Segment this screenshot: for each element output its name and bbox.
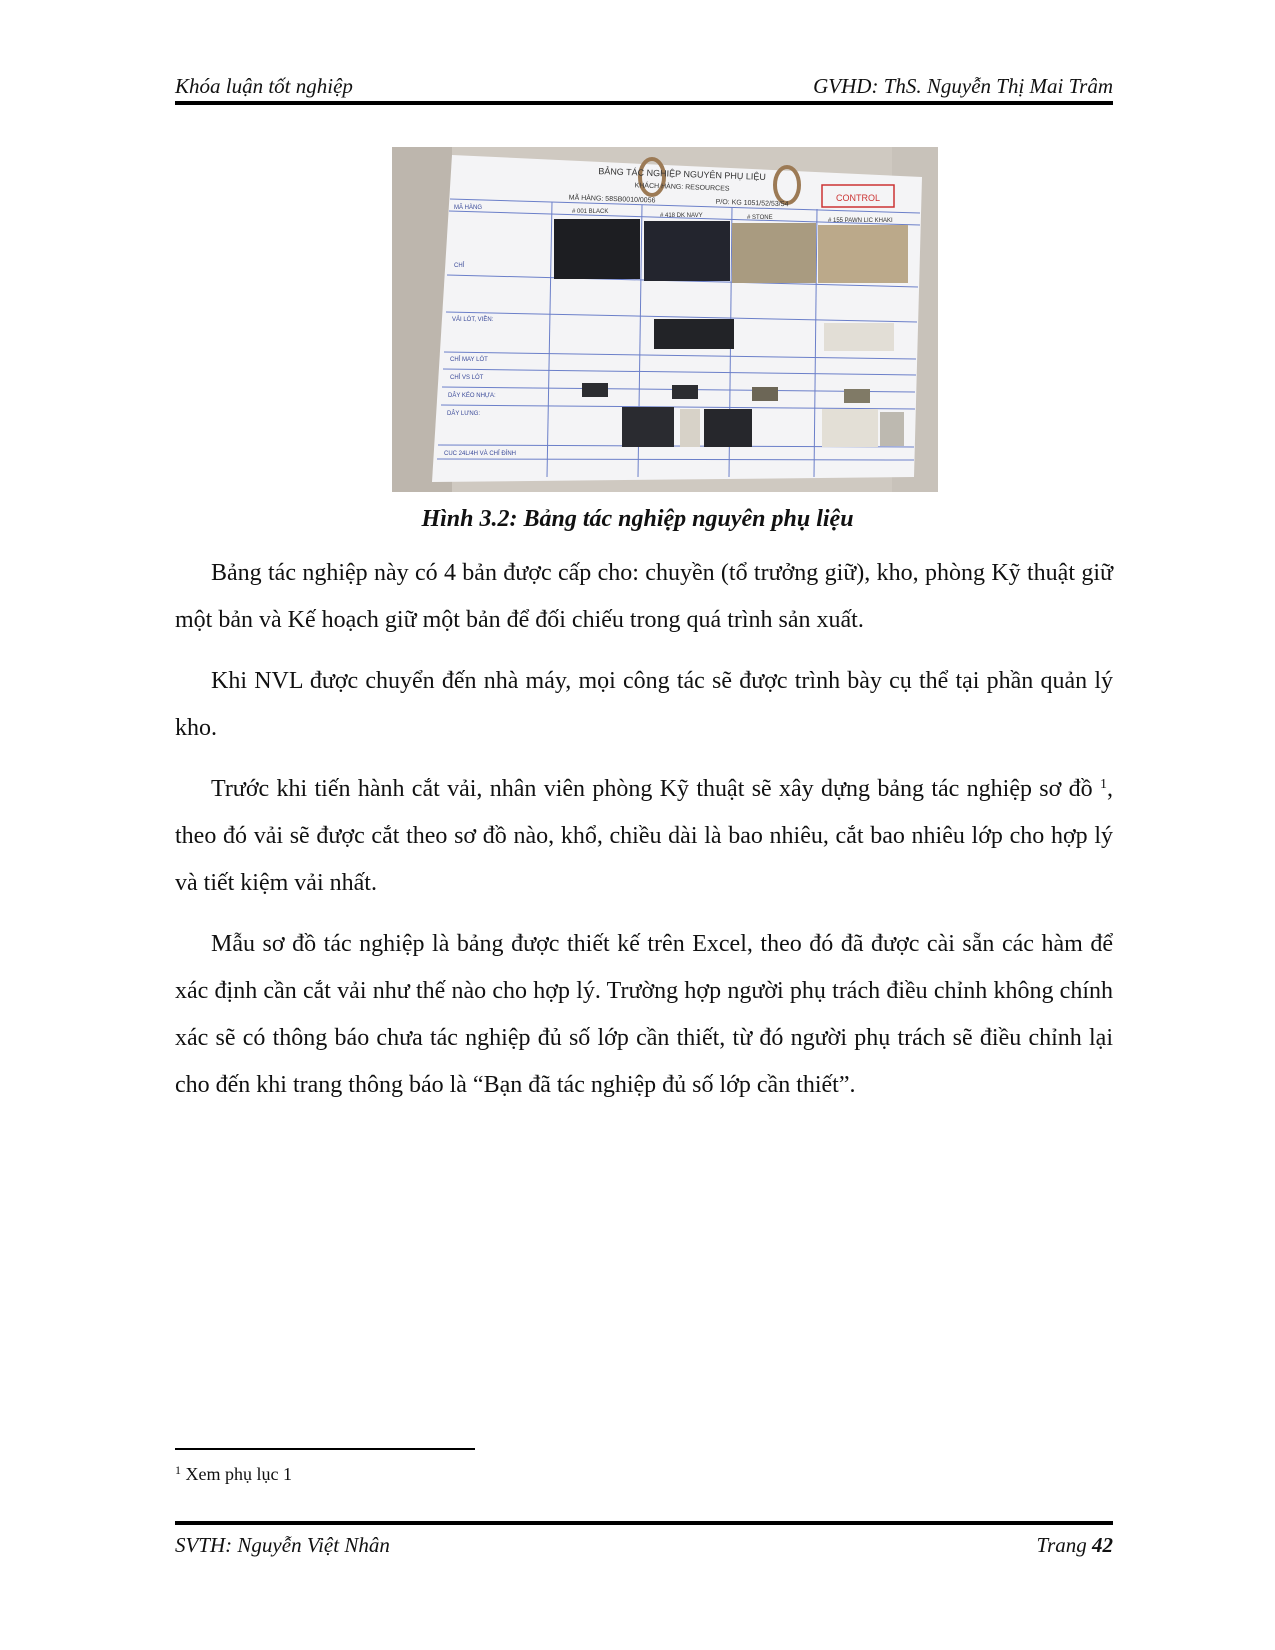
photo-row-label-5: DÂY KÉO NHỰA: [448, 393, 496, 399]
footnote [175, 1464, 292, 1485]
material-board-photo [392, 147, 938, 492]
swatch-stone [732, 223, 816, 283]
photo-row-label-7: CUC 24L/4H VÀ CHỈ ĐÍNH [444, 451, 517, 457]
page-footer [175, 1533, 1113, 1563]
swatch-khaki [818, 225, 908, 283]
page-label: Trang [1036, 1533, 1087, 1557]
footer-rule [175, 1521, 1113, 1525]
photo-row-label-3: CHỈ MAY LÓT [450, 357, 488, 363]
figure-caption: Hình 3.2: Bảng tác nghiệp nguyên phụ liệu [421, 506, 854, 532]
photo-po: P/O: KG 1051/52/53/54 [715, 198, 789, 209]
photo-color-2: # STONE [747, 215, 773, 221]
page-number-block [1037, 1533, 1113, 1558]
paragraph-2: Khi NVL được chuyển đến nhà máy, mọi công tác sẽ được trình bày cụ thể tại phần quản lý kho. [175, 668, 1113, 741]
photo-row-label-6: DÂY LƯNG: [447, 411, 481, 417]
paragraph-3 [175, 766, 1113, 907]
swatch-navy [644, 221, 730, 281]
footnote-ref[interactable]: 1 [1100, 777, 1108, 792]
footnote-rule [175, 1448, 475, 1450]
photo-color-3: # 155 PAWN LIC KHAKI [828, 218, 893, 224]
paragraph-4: Mẫu sơ đồ tác nghiệp là bảng được thiết kế trên Excel, theo đó đã được cài sẵn các hàm để xác định cần cắt vải như thế nào cho hợp lý. Trường hợp người phụ trách điều chỉnh không chính xác sẽ có thông báo chưa tác nghiệp đủ số lớp cần thiết, từ đó người phụ trách sẽ điều chỉnh lại cho đến khi trang thông báo là “Bạn đã tác nghiệp đủ số lớp cần thiết”. [175, 931, 1113, 1098]
photo-row-label-2: VẢI LÓT, VIỀN: [452, 317, 494, 323]
photo-title: BẢNG TÁC NGHIỆP NGUYÊN PHỤ LIỆU [598, 166, 767, 182]
photo-control-label: CONTROL [835, 193, 881, 203]
photo-color-0: # 001 BLACK [572, 209, 609, 215]
footnote-text: Xem phụ lục 1 [185, 1464, 292, 1484]
swatch-black [554, 219, 640, 279]
paragraph-3-part-a: Trước khi tiến hành cắt vải, nhân viên phòng Kỹ thuật sẽ xây dựng bảng tác nghiệp sơ đồ [211, 776, 1093, 802]
header-rule [175, 101, 1113, 105]
body-text [175, 550, 1113, 1123]
photo-khach-hang: KHÁCH HÀNG: RESOURCES [634, 182, 730, 193]
photo-row-label-0: MÃ HÀNG [454, 205, 483, 211]
photo-ma-hang: MÃ HÀNG: 58SB0010/0056 [568, 194, 656, 205]
photo-row-label-4: CHỈ VS LÓT [450, 375, 484, 381]
paragraph-1: Bảng tác nghiệp này có 4 bản được cấp cho: chuyền (tổ trưởng giữ), kho, phòng Kỹ thuật giữ một bản và Kế hoạch giữ một bản để đối chiếu trong quá trình sản xuất. [175, 560, 1113, 633]
photo-color-1: # 418 DK NAVY [660, 213, 703, 219]
figure-photo [392, 147, 938, 492]
footnote-number: 1 [175, 1463, 181, 1477]
page-number: 42 [1092, 1533, 1113, 1557]
swatch-lining-cream [824, 323, 894, 351]
page-header [175, 72, 1113, 102]
footer-student: SVTH: Nguyễn Việt Nhân [175, 1533, 390, 1557]
swatch-lining-black [654, 319, 734, 349]
photo-row-label-1: CHỈ [454, 263, 465, 269]
header-advisor: GVHD: ThS. Nguyễn Thị Mai Trâm [813, 74, 1113, 98]
paragraph-3-part-b: , theo đó vải sẽ được cắt theo sơ đồ nào, khổ, chiều dài là bao nhiêu, cắt bao nhiêu lớp cho hợp lý và tiết kiệm vải nhất. [175, 776, 1114, 896]
header-thesis-label: Khóa luận tốt nghiệp [175, 74, 353, 98]
